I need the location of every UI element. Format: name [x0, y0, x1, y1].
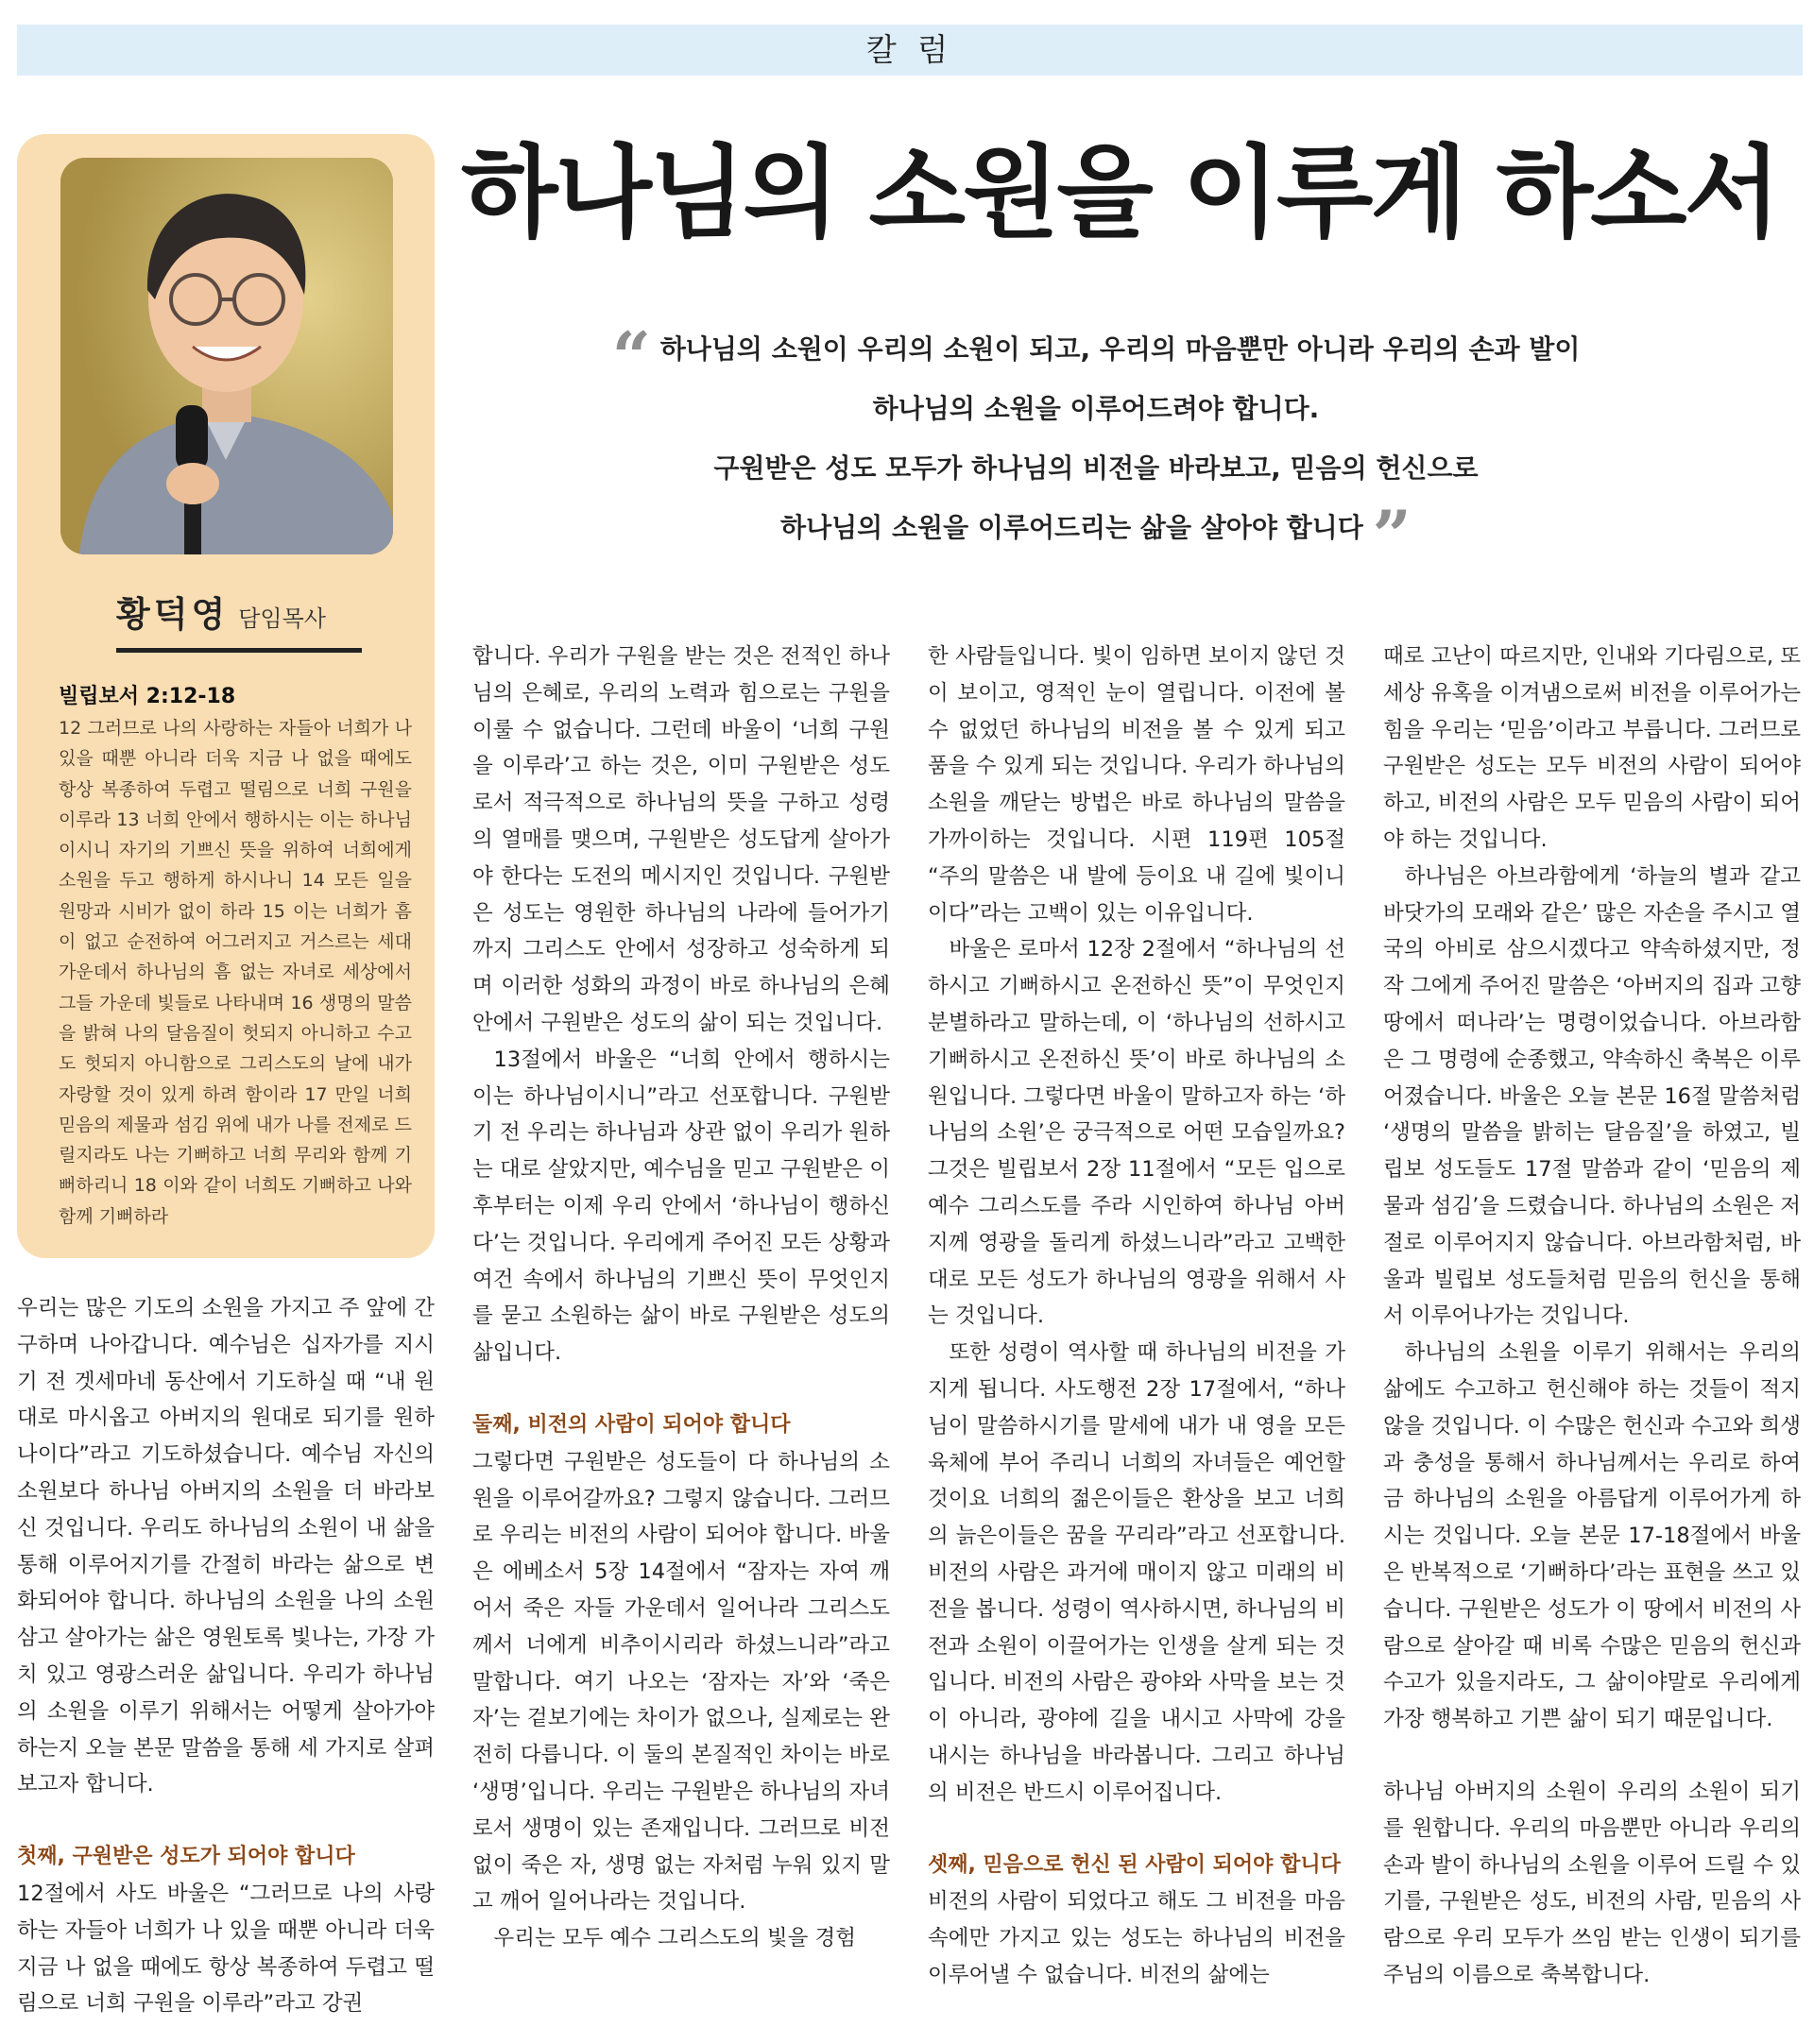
- pastor-portrait-icon: [60, 158, 393, 554]
- column-section-label: 칼 럼: [17, 25, 1803, 76]
- pull-quote-line-1: “ 하나님의 소원이 우리의 소원이 되고, 우리의 마음뿐만 아니라 우리의 손과 발이: [611, 316, 1581, 397]
- paragraph: 한 사람들입니다. 빛이 임하면 보이지 않던 것이 보이고, 영적인 눈이 열립니다. 이전에 볼 수 없었던 하나님의 비전을 볼 수 있게 되고 품을 수 있게 되는 것입니다. 우리가 하나님의 소원을 깨닫는 방법은 바로 하나님의 말씀을 가까이하는 것입니다. 시편 119편 105절 “주의 말씀은 내 발에 등이요 내 길에 빛이니이다”라는 고백이 있는 이유입니다.: [928, 644, 1345, 926]
- article-column-3: [928, 639, 1345, 1994]
- section-heading-1: 첫째, 구원받은 성도가 되어야 합니다: [17, 1845, 355, 1869]
- paragraph: 우리는 많은 기도의 소원을 가지고 주 앞에 간구하며 나아갑니다. 예수님은 십자가를 지시기 전 겟세마네 동산에서 기도하실 때 “내 원대로 마시옵고 아버지의 원대로 되기를 원하나이다”라고 기도하셨습니다. 예수님 자신의 소원보다 하나님 아버지의 소원을 더 바라보신 것입니다. 우리도 하나님의 소원이 내 삶을 통해 이루어지기를 간절히 바라는 삶으로 변화되어야 합니다. 하나님의 소원을 나의 소원 삼고 살아가는 삶은 영원토록 빛나는, 가장 가치 있고 영광스러운 삶입니다. 우리가 하나님의 소원을 이루기 위해서는 어떻게 살아가야 하는지 오늘 본문 말씀을 통해 세 가지로 살펴보고자 합니다.: [17, 1296, 435, 1797]
- author-profile-card: [17, 134, 435, 1258]
- paragraph: 바울은 로마서 12장 2절에서 “하나님의 선하시고 기뻐하시고 온전하신 뜻”이 무엇인지 분별하라고 말하는데, 이 ‘하나님의 선하시고 기뻐하시고 온전하신 뜻’이 바로 하나님의 소원입니다. 그렇다면 바울이 말하고자 하는 ‘하나님의 소원’은 궁극적으로 어떤 모습일까요? 그것은 빌립보서 2장 11절에서 “모든 입으로 예수 그리스도를 주라 시인하여 하나님 아버지께 영광을 돌리게 하셨느니라”라고 고백한 대로 모든 성도가 하나님의 영광을 위해서 사는 것입니다.: [928, 937, 1345, 1329]
- scripture-reference: 빌립보서 2:12-18: [59, 685, 236, 708]
- section-heading-2: 둘째, 비전의 사람이 되어야 합니다: [472, 1412, 791, 1437]
- pull-quote-line-3: 구원받은 성도 모두가 하나님의 비전을 바라보고, 믿음의 헌신으로: [713, 452, 1479, 484]
- paragraph: 12절에서 사도 바울은 “그러므로 나의 사랑하는 자들아 너희가 나 있을 때뿐 아니라 더욱 지금 나 없을 때에도 항상 복종하여 두렵고 떨림으로 너희 구원을 이루라”라고 강권: [17, 1881, 435, 2017]
- close-quote-icon: ”: [1372, 495, 1412, 575]
- paragraph: 그렇다면 구원받은 성도들이 다 하나님의 소원을 이루어갈까요? 그렇지 않습니다. 그러므로 우리는 비전의 사람이 되어야 합니다. 바울은 에베소서 5장 14절에서 “잠자는 자여 깨어서 죽은 자들 가운데서 일어나라 그리스도께서 너에게 비추이시리라 하셨느니라”라고 말합니다. 여기 나오는 ‘잠자는 자’와 ‘죽은 자’는 겉보기에는 차이가 없으나, 실제로는 완전히 다릅니다. 이 둘의 본질적인 차이는 바로 ‘생명’입니다. 우리는 구원받은 하나님의 자녀로서 생명이 있는 존재입니다. 그러므로 비전 없이 죽은 자, 생명 없는 자처럼 누워 있지 말고 깨어 일어나라는 것입니다.: [472, 1449, 890, 1915]
- paragraph: 우리는 모두 예수 그리스도의 빛을 경험: [493, 1926, 857, 1951]
- article-column-4: [1383, 639, 1801, 1994]
- article-headline: 하나님의 소원을 이루게 하소서: [461, 135, 1778, 251]
- author-byline: [116, 586, 362, 653]
- article-column-2: [472, 639, 890, 1957]
- scripture-text: 12 그러므로 나의 사랑하는 자들아 너희가 나 있을 때뿐 아니라 더욱 지금 나 없을 때에도 항상 복종하여 두렵고 떨림으로 너희 구원을 이루라 13 너희 안에서 행하시는 이는 하나님이시니 자기의 기쁘신 뜻을 위하여 너희에게 소원을 두고 행하게 하시나니 14 모든 일을 원망과 시비가 없이 하라 15 이는 너희가 흠이 없고 순전하여 어그러지고 거스르는 세대 가운데서 하나님의 흠 없는 자녀로 세상에서 그들 가운데 빛들로 나타내며 16 생명의 말씀을 밝혀 나의 달음질이 헛되지 아니하고 수고도 헛되지 아니함으로 그리스도의 날에 내가 자랑할 것이 있게 하려 함이라 17 만일 너희 믿음의 제물과 섬김 위에 내가 나를 전제로 드릴지라도 나는 기뻐하고 너희 무리와 함께 기뻐하리니 18 이와 같이 너희도 기뻐하고 나와 함께 기뻐하라: [59, 718, 412, 1227]
- author-title: 담임목사: [238, 605, 326, 632]
- paragraph: 하나님의 소원을 이루기 위해서는 우리의 삶에도 수고하고 헌신해야 하는 것들이 적지 않을 것입니다. 이 수많은 헌신과 수고와 희생과 충성을 통해서 하나님께서는 우리로 하여금 하나님의 소원을 아름답게 이루어가게 하시는 것입니다. 오늘 본문 17-18절에서 바울은 반복적으로 ‘기뻐하다’라는 표현을 쓰고 있습니다. 구원받은 성도가 이 땅에서 비전의 사람으로 살아갈 때 비록 수많은 믿음의 헌신과 수고가 있을지라도, 그 삶이야말로 우리에게 가장 행복하고 기쁜 삶이 되기 때문입니다.: [1383, 1340, 1801, 1732]
- article-column-1: [17, 1290, 435, 2022]
- paragraph: 또한 성령이 역사할 때 하나님의 비전을 가지게 됩니다. 사도행전 2장 17절에서, “하나님이 말씀하시기를 말세에 내가 내 영을 모든 육체에 부어 주리니 너희의 자녀들은 예언할 것이요 너희의 젊은이들은 환상을 보고 너희의 늙은이들은 꿈을 꾸리라”라고 선포합니다. 비전의 사람은 과거에 매이지 않고 미래의 비전을 봅니다. 성령이 역사하시면, 하나님의 비전과 소원이 이끌어가는 인생을 살게 되는 것입니다. 비전의 사람은 광야와 사막을 보는 것이 아니라, 광야에 길을 내시고 사막에 강을 내시는 하나님을 바라봅니다. 그리고 하나님의 비전은 반드시 이루어집니다.: [928, 1340, 1345, 1805]
- open-quote-icon: “: [611, 316, 651, 397]
- pull-quote-line-2: 하나님의 소원을 이루어드려야 합니다.: [872, 393, 1320, 424]
- paragraph: 때로 고난이 따르지만, 인내와 기다림으로, 또 세상 유혹을 이겨냄으로써 비전을 이루어가는 힘을 우리는 ‘믿음’이라고 부릅니다. 그러므로 구원받은 성도는 모두 비전의 사람이 되어야 하고, 비전의 사람은 모두 믿음의 사람이 되어야 하는 것입니다.: [1383, 644, 1801, 852]
- pull-quote-line-4: 하나님의 소원을 이루어드리는 삶을 살아야 합니다 ”: [780, 495, 1412, 575]
- author-name: 황덕영: [116, 594, 230, 635]
- author-photo: [60, 158, 393, 554]
- section-heading-3: 셋째, 믿음으로 헌신 된 사람이 되어야 합니다: [928, 1852, 1341, 1877]
- pull-quote: [529, 316, 1663, 575]
- paragraph: 13절에서 바울은 “너희 안에서 행하시는 이는 하나님이시니”라고 선포합니다. 구원받기 전 우리는 하나님과 상관 없이 우리가 원하는 대로 살았지만, 예수님을 믿고 구원받은 이후부터는 이제 우리 안에서 ‘하나님이 행하신다’는 것입니다. 우리에게 주어진 모든 상황과 여건 속에서 하나님의 기쁘신 뜻이 무엇인지를 묻고 소원하는 삶이 바로 구원받은 성도의 삶입니다.: [472, 1047, 890, 1366]
- paragraph: 비전의 사람이 되었다고 해도 그 비전을 마음속에만 가지고 있는 성도는 하나님의 비전을 이루어낼 수 없습니다. 비전의 삶에는: [928, 1889, 1345, 1987]
- paragraph: 하나님은 아브라함에게 ‘하늘의 별과 같고 바닷가의 모래와 같은’ 많은 자손을 주시고 열국의 아비로 삼으시겠다고 약속하셨지만, 정작 그에게 주어진 말씀은 ‘아버지의 집과 고향 땅에서 떠나라’는 명령이었습니다. 아브라함은 그 명령에 순종했고, 약속하신 축복은 이루어졌습니다. 바울은 오늘 본문 16절 말씀처럼 ‘생명의 말씀을 밝히는 달음질’을 하였고, 빌립보 성도들도 17절 말씀과 같이 ‘믿음의 제물과 섬김’을 드렸습니다. 하나님의 소원은 저절로 이루어지지 않습니다. 아브라함처럼, 바울과 빌립보 성도들처럼 믿음의 헌신을 통해서 이루어나가는 것입니다.: [1383, 863, 1801, 1329]
- closing-paragraph: 하나님 아버지의 소원이 우리의 소원이 되기를 원합니다. 우리의 마음뿐만 아니라 우리의 손과 발이 하나님의 소원을 이루어 드릴 수 있기를, 구원받은 성도, 비전의 사람, 믿음의 사람으로 우리 모두가 쓰임 받는 인생이 되기를 주님의 이름으로 축복합니다.: [1383, 1779, 1801, 1987]
- paragraph: 합니다. 우리가 구원을 받는 것은 전적인 하나님의 은혜로, 우리의 노력과 힘으로는 구원을 이룰 수 없습니다. 그런데 바울이 ‘너희 구원을 이루라’고 하는 것은, 이미 구원받은 성도로서 적극적으로 하나님의 뜻을 구하고 성령의 열매를 맺으며, 구원받은 성도답게 살아가야 한다는 도전의 메시지인 것입니다. 구원받은 성도는 영원한 하나님의 나라에 들어가기까지 그리스도 안에서 성장하고 성숙하게 되며 이러한 성화의 과정이 바로 하나님의 은혜 안에서 구원받은 성도의 삶이 되는 것입니다.: [472, 644, 890, 1035]
